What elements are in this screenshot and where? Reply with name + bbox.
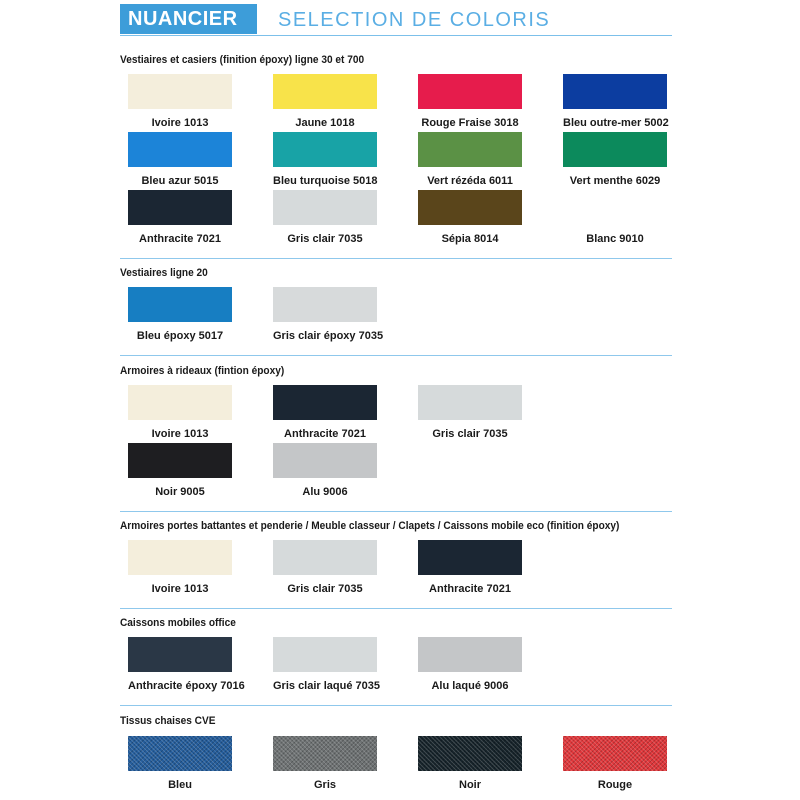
swatch-anthracite-7021[interactable] bbox=[418, 540, 522, 596]
fabric-sample bbox=[273, 736, 377, 771]
swatch-label: Jaune 1018 bbox=[295, 117, 355, 129]
swatch-ivoire-1013[interactable] bbox=[128, 74, 232, 130]
swatch-label: Gris clair 7035 bbox=[287, 233, 363, 245]
swatch-fabric-gris[interactable] bbox=[273, 736, 377, 792]
color-sample bbox=[128, 443, 232, 478]
swatch-ivoire-1013[interactable] bbox=[128, 540, 232, 596]
swatch-label: Anthracite 7021 bbox=[139, 233, 221, 245]
color-sample bbox=[418, 540, 522, 575]
swatch-fabric-noir[interactable] bbox=[418, 736, 522, 792]
color-sample bbox=[273, 637, 377, 672]
color-sample bbox=[273, 540, 377, 575]
swatch-label: Gris clair 7035 bbox=[432, 428, 508, 440]
color-sample bbox=[563, 190, 667, 225]
color-sample bbox=[418, 190, 522, 225]
fabric-sample bbox=[418, 736, 522, 771]
swatch-label: Ivoire 1013 bbox=[151, 428, 209, 440]
swatch-rouge-fraise-3018[interactable] bbox=[418, 74, 522, 130]
color-sample bbox=[128, 190, 232, 225]
color-sample bbox=[418, 74, 522, 109]
header-divider bbox=[120, 35, 672, 36]
swatch-alu-laque-9006[interactable] bbox=[418, 637, 522, 693]
swatch-bleu-outre-mer-5002[interactable] bbox=[563, 74, 667, 130]
section-title-tissus-chaises: Tissus chaises CVE bbox=[120, 715, 216, 727]
color-sample bbox=[273, 190, 377, 225]
swatch-anthracite-7021[interactable] bbox=[273, 385, 377, 441]
section-divider bbox=[120, 608, 672, 609]
color-sample bbox=[273, 443, 377, 478]
color-sample bbox=[128, 540, 232, 575]
swatch-noir-9005[interactable] bbox=[128, 443, 232, 499]
swatch-ivoire-1013[interactable] bbox=[128, 385, 232, 441]
section-title-armoires-portes-battantes: Armoires portes battantes et penderie / Meuble classeur / Clapets / Caissons mobile eco (finition époxy) bbox=[120, 520, 620, 532]
nuancier-badge: NUANCIER bbox=[120, 4, 257, 34]
color-sample bbox=[128, 385, 232, 420]
swatch-bleu-turquoise-5018[interactable] bbox=[273, 132, 377, 188]
color-sample bbox=[563, 132, 667, 167]
swatch-label: Rouge Fraise 3018 bbox=[421, 117, 519, 129]
color-sample bbox=[418, 637, 522, 672]
swatch-label: Noir bbox=[459, 779, 481, 791]
color-sample bbox=[418, 132, 522, 167]
color-sample bbox=[128, 637, 232, 672]
swatch-label: Rouge bbox=[597, 779, 633, 791]
swatch-bleu-epoxy-5017[interactable] bbox=[128, 287, 232, 343]
fabric-sample bbox=[128, 736, 232, 771]
swatch-label: Gris clair laqué 7035 bbox=[273, 680, 381, 692]
swatch-label: Bleu turquoise 5018 bbox=[273, 175, 378, 187]
section-divider bbox=[120, 511, 672, 512]
color-sample bbox=[273, 74, 377, 109]
swatch-label: Vert menthe 6029 bbox=[569, 175, 661, 187]
swatch-gris-clair-7035[interactable] bbox=[273, 190, 377, 246]
section-divider bbox=[120, 258, 672, 259]
section-divider bbox=[120, 705, 672, 706]
swatch-jaune-1018[interactable] bbox=[273, 74, 377, 130]
swatch-anthracite-epoxy-7016[interactable] bbox=[128, 637, 245, 693]
color-sample bbox=[273, 132, 377, 167]
color-sample bbox=[273, 385, 377, 420]
swatch-label: Anthracite 7021 bbox=[429, 583, 511, 595]
swatch-gris-clair-7035[interactable] bbox=[418, 385, 522, 441]
swatch-alu-9006[interactable] bbox=[273, 443, 377, 499]
swatch-label: Gris bbox=[313, 779, 336, 791]
swatch-label: Gris clair époxy 7035 bbox=[273, 330, 384, 342]
section-title-vestiaires-30-700: Vestiaires et casiers (finition époxy) ligne 30 et 700 bbox=[120, 54, 365, 66]
swatch-vert-menthe-6029[interactable] bbox=[563, 132, 667, 188]
color-sample bbox=[563, 74, 667, 109]
swatch-fabric-bleu[interactable] bbox=[128, 736, 232, 792]
swatch-label: Alu laqué 9006 bbox=[431, 680, 509, 692]
swatch-label: Bleu azur 5015 bbox=[141, 175, 219, 187]
swatch-fabric-rouge[interactable] bbox=[563, 736, 667, 792]
swatch-gris-clair-laque-7035[interactable] bbox=[273, 637, 381, 693]
swatch-gris-clair-epoxy-7035[interactable] bbox=[273, 287, 384, 343]
swatch-label: Anthracite époxy 7016 bbox=[128, 680, 245, 692]
swatch-bleu-azur-5015[interactable] bbox=[128, 132, 232, 188]
swatch-label: Blanc 9010 bbox=[586, 233, 644, 245]
color-sample bbox=[128, 74, 232, 109]
color-sample bbox=[128, 132, 232, 167]
page-header bbox=[120, 2, 672, 36]
swatch-label: Bleu bbox=[168, 779, 192, 791]
section-title-caissons-mobiles-office: Caissons mobiles office bbox=[120, 617, 236, 629]
swatch-gris-clair-7035[interactable] bbox=[273, 540, 377, 596]
section-title-armoires-rideaux: Armoires à rideaux (fintion époxy) bbox=[120, 365, 285, 377]
swatch-blanc-9010[interactable] bbox=[563, 190, 667, 246]
swatch-label: Noir 9005 bbox=[155, 486, 205, 498]
color-sample bbox=[273, 287, 377, 322]
swatch-anthracite-7021[interactable] bbox=[128, 190, 232, 246]
section-title-vestiaires-20: Vestiaires ligne 20 bbox=[120, 267, 208, 279]
swatch-label: Ivoire 1013 bbox=[151, 583, 209, 595]
swatch-label: Bleu époxy 5017 bbox=[136, 330, 224, 342]
swatch-label: Sépia 8014 bbox=[441, 233, 499, 245]
section-divider bbox=[120, 355, 672, 356]
swatch-label: Alu 9006 bbox=[302, 486, 348, 498]
swatch-vert-rezeda-6011[interactable] bbox=[418, 132, 522, 188]
color-sample bbox=[418, 385, 522, 420]
swatch-label: Bleu outre-mer 5002 bbox=[563, 117, 669, 129]
color-sample bbox=[128, 287, 232, 322]
fabric-sample bbox=[563, 736, 667, 771]
swatch-label: Vert rézéda 6011 bbox=[427, 175, 513, 187]
swatch-label: Anthracite 7021 bbox=[284, 428, 366, 440]
page-subtitle: SELECTION DE COLORIS bbox=[278, 9, 551, 31]
swatch-sepia-8014[interactable] bbox=[418, 190, 522, 246]
swatch-label: Gris clair 7035 bbox=[287, 583, 363, 595]
swatch-label: Ivoire 1013 bbox=[151, 117, 209, 129]
